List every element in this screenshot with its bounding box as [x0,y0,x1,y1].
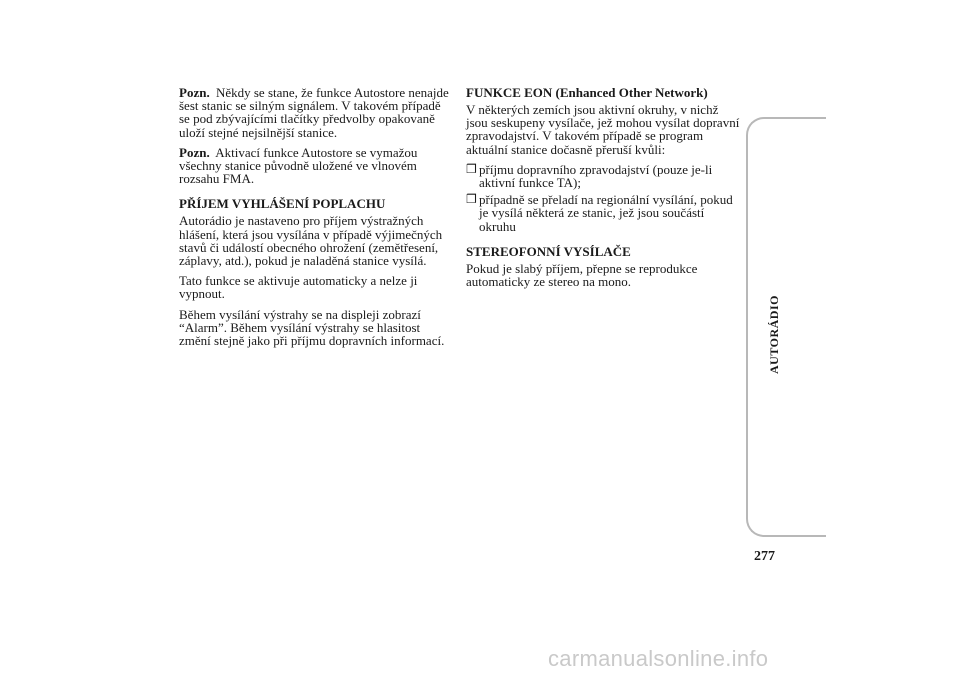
note-label: Pozn. [179,144,210,160]
note-fma [179,146,451,186]
note-label: Pozn. [179,85,210,100]
page-number: 277 [754,549,775,564]
alarm-paragraph: Tato funkce se aktivuje automaticky a nelze ji vypnout. [179,273,418,302]
stereo-text: Pokud je slabý příjem, přepne se reprodukce automaticky ze stereo na mono. [466,260,698,290]
note-autostore [179,86,451,139]
list-item [466,193,742,233]
alarm-heading: PŘÍJEM VYHLÁŠENÍ POPLACHU [179,196,386,212]
list-item [466,163,742,189]
eon-bullet-list [466,163,742,233]
chapter-label-text: AUTORÁDIO [766,294,781,374]
note-text: Někdy se stane, že funkce Autostore nenajde šest stanic se silným signálem. V takovém případě se pod zbývajícími tlačítky předvolby opakovaně uloží stejné nejsilnější stanice. [179,85,449,140]
eon-intro: V některých zemích jsou aktivní okruhy, v nichž jsou seskupeny vysílače, jež mohou vysílat dopravní zpravodajství. V takovém případě se program aktuální stanice dočasně přeruší kvůli: [466,102,740,157]
list-item-text: příjmu dopravního zpravodajství (pouze je-li aktivní funkce TA); [479,161,713,191]
list-item-text: případně se přeladí na regionální vysílání, pokud je vysílá některá ze stanic, jež jsou součástí okruhu [479,192,733,234]
left-column [179,86,451,354]
alarm-paragraph: Autorádio je nastaveno pro příjem výstražných hlášení, která jsou vysílána v případě výjimečných stavů či událostí obecného ohrožení (zemětřesení, záplavy, atd.), pokud je naladěná stanice vysílá. [179,213,443,269]
note-text: Aktivací funkce Autostore se vymažou všechny stanice původně uložené ve vlnovém rozsahu FMA. [179,144,418,187]
eon-heading: FUNKCE EON (Enhanced Other Network) [466,85,708,100]
alarm-paragraph: Během vysílání výstrahy se na displeji zobrazí “Alarm”. Během vysílání výstrahy se hlasitost změní stejně jako při příjmu dopravních informací. [179,306,445,349]
watermark: carmanualsonline.info [548,646,769,671]
chapter-label [754,294,794,374]
checkbox-bullet-icon: ❒ [466,161,477,176]
right-column [466,86,742,295]
checkbox-bullet-icon: ❒ [466,192,477,207]
stereo-heading: STEREOFONNÍ VYSÍLAČE [466,243,631,259]
